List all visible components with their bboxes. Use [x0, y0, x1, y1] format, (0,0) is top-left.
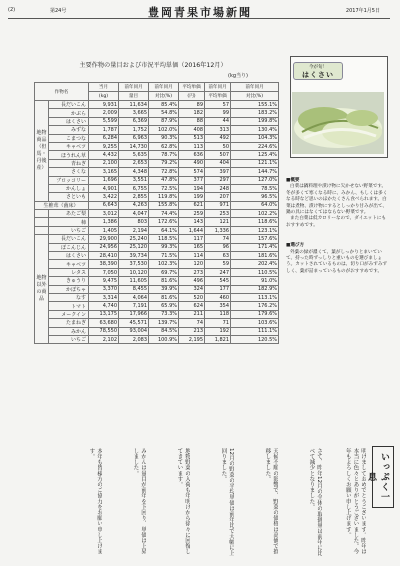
table-cell: 171.4%	[231, 243, 279, 251]
table-cell: 88	[179, 117, 205, 125]
column-header: (kg)	[89, 92, 119, 101]
table-cell: 113	[179, 142, 205, 150]
table-cell: 177	[205, 285, 231, 293]
category-spacer	[35, 218, 49, 226]
table-cell: 10,120	[119, 268, 149, 276]
table-cell: 81.6%	[149, 293, 179, 301]
table-cell: 14,730	[119, 142, 149, 150]
table-cell: 2,195	[179, 335, 205, 343]
table-cell: 3,012	[89, 210, 119, 218]
table-cell: 2,009	[89, 109, 119, 117]
table-cell: 25,240	[119, 235, 149, 243]
table-cell: 182	[179, 109, 205, 117]
table-cell: 39,734	[119, 252, 149, 260]
table-cell: 121.1%	[231, 159, 279, 167]
table-cell: 247	[205, 268, 231, 276]
table-cell: 63	[205, 252, 231, 260]
column-text: みかんは量目が前年を下回り、単価は上昇しました。	[132, 448, 146, 555]
table-cell: 2,855	[119, 193, 149, 201]
table-cell: 194	[179, 184, 205, 192]
table-row	[35, 126, 279, 134]
table-cell: 3,551	[119, 176, 149, 184]
table-cell: 6,284	[89, 134, 119, 142]
article-paragraph: 外葉の緑が濃くて、葉がしっかりとまいていて、持った時ずっしりと重いものを選びましょう。カットされているものは、切り口がみずみずしく、葉が詰まっているものがおすすめです。	[286, 249, 388, 274]
table-cell: 404	[205, 159, 231, 167]
crop-name: かぼちゃ	[49, 285, 89, 293]
table-cell: 207	[205, 193, 231, 201]
table-cell: 119.8%	[149, 193, 179, 201]
article-paragraph: 白菜は鍋料理や漬け物に欠かせない野菜です。冬が多くて寒くなる時に、みかん、もしくは多くなる時など思いのほかたくさん食べられます。白菜は煮物、漬け物にするとしっかり甘みが出て、鍋の具にはなくてはならない野菜です。	[286, 184, 388, 216]
issue-number: 第24号	[50, 8, 67, 14]
table-cell: 507	[205, 151, 231, 159]
table-cell: 3,422	[89, 193, 119, 201]
table-cell: 9,475	[89, 277, 119, 285]
market-table	[34, 82, 279, 344]
seasonal-tag-small: 今が旬！	[309, 65, 327, 70]
table-cell: 139.7%	[149, 319, 179, 327]
table-cell: 121	[205, 218, 231, 226]
table-cell: 102.2%	[231, 210, 279, 218]
table-cell: 74.4%	[149, 210, 179, 218]
table-cell: 65.9%	[149, 302, 179, 310]
crop-name: ぼこんじん	[49, 243, 89, 251]
table-cell: 37,530	[119, 260, 149, 268]
crop-name: きゅうり	[49, 277, 89, 285]
crop-name: 生椎茸（菌床）	[35, 201, 89, 209]
table-cell: 71	[205, 319, 231, 327]
column-header: 対比(%)	[231, 92, 279, 101]
table-cell: 73.3%	[149, 310, 179, 318]
table-cell: 1,752	[119, 126, 149, 134]
table-title: 主要作物の量目および市況平均単価（2016年12月）	[79, 62, 227, 69]
table-cell: 4,348	[119, 168, 149, 176]
crop-name: あたご梨	[49, 210, 89, 218]
crop-name: はくさい	[49, 117, 89, 125]
crop-name: レタス	[49, 268, 89, 276]
table-cell: 3,370	[89, 285, 119, 293]
category-label: 地物以外の商品	[35, 235, 49, 344]
table-cell: 9,931	[89, 101, 119, 109]
table-row	[35, 252, 279, 260]
crop-name: いちご	[49, 226, 89, 234]
table-cell: 4,432	[89, 151, 119, 159]
table-cell: 11,605	[119, 277, 149, 285]
table-cell: 397	[205, 168, 231, 176]
table-cell: 377	[179, 176, 205, 184]
table-row	[35, 142, 279, 150]
table-row	[35, 117, 279, 125]
table-row	[35, 335, 279, 343]
table-cell: 28,410	[89, 252, 119, 260]
table-cell: 113.1%	[231, 293, 279, 301]
crop-name: 青ねぎ	[49, 159, 89, 167]
table-cell: 297	[205, 176, 231, 184]
table-cell: 621	[179, 201, 205, 209]
article-heading-overview: ■概要	[286, 178, 300, 183]
table-cell: 118.6%	[231, 218, 279, 226]
table-cell: 1,386	[89, 218, 119, 226]
column-header: 当月	[89, 83, 119, 92]
column-header: (円)	[179, 92, 205, 101]
table-cell: 69.7%	[149, 268, 179, 276]
column-title: いっぷく一息	[366, 452, 389, 502]
column-header: 前年同月	[231, 83, 279, 92]
table-cell: 120.5%	[231, 335, 279, 343]
table-cell: 3,314	[89, 293, 119, 301]
column-header: 対比(%)	[149, 92, 179, 101]
table-cell: 64.1%	[149, 226, 179, 234]
table-cell: 1,696	[89, 176, 119, 184]
crop-name: さくな	[49, 168, 89, 176]
table-cell: 102.0%	[149, 126, 179, 134]
crop-name: はくさい	[49, 252, 89, 260]
table-cell: 176.2%	[231, 302, 279, 310]
column-header: 前年同月	[205, 83, 231, 92]
table-row	[35, 210, 279, 218]
table-cell: 144.7%	[231, 168, 279, 176]
table-cell: 96	[205, 243, 231, 251]
table-cell: 45,571	[119, 319, 149, 327]
table-cell: 111.1%	[231, 327, 279, 335]
crop-name: 長だいこん	[49, 235, 89, 243]
table-row	[35, 168, 279, 176]
table-cell: 7,191	[119, 302, 149, 310]
table-cell: 971	[205, 201, 231, 209]
table-row	[35, 176, 279, 184]
table-cell: 460	[205, 293, 231, 301]
table-cell: 29,900	[89, 235, 119, 243]
crop-name: キャベツ	[49, 260, 89, 268]
table-cell: 6,963	[119, 134, 149, 142]
table-cell: 408	[179, 126, 205, 134]
issue-date: 2017年1月5日	[345, 8, 380, 14]
table-row	[35, 327, 279, 335]
table-cell: 72.8%	[149, 168, 179, 176]
table-cell: 50	[205, 142, 231, 150]
column-text: 天候不順の影響で、野菜の価格は高値で推移しました。	[264, 448, 278, 555]
crop-name: みかん	[49, 327, 89, 335]
table-cell: 64.0%	[231, 201, 279, 209]
crop-name: さといも	[49, 193, 89, 201]
table-cell: 324	[179, 285, 205, 293]
table-cell: 78.7%	[149, 151, 179, 159]
table-cell: 78.5%	[231, 184, 279, 192]
table-cell: 253	[205, 210, 231, 218]
column-text: 地物野菜の入荷も年明けから徐々に回復してきています。	[176, 448, 190, 555]
table-cell: 118.5%	[149, 235, 179, 243]
table-cell: 213	[179, 327, 205, 335]
table-cell: 520	[179, 293, 205, 301]
table-cell: 624	[179, 302, 205, 310]
table-cell: 87.9%	[149, 117, 179, 125]
table-cell: 490	[179, 159, 205, 167]
table-cell: 181.6%	[231, 252, 279, 260]
table-cell: 803	[119, 218, 149, 226]
table-cell: 110.5%	[231, 268, 279, 276]
table-cell: 182.9%	[231, 285, 279, 293]
crop-name: トマト	[49, 302, 89, 310]
column-header: 前年同月	[119, 83, 149, 92]
table-cell: 155.8%	[149, 201, 179, 209]
table-cell: 157.6%	[231, 235, 279, 243]
column-header: 平均単価	[179, 83, 205, 92]
column-section	[60, 448, 390, 556]
table-cell: 63,680	[89, 319, 119, 327]
table-row	[35, 277, 279, 285]
table-cell: 5,635	[119, 151, 149, 159]
table-cell: 183.2%	[231, 109, 279, 117]
table-cell: 545	[205, 277, 231, 285]
table-cell: 7,050	[89, 268, 119, 276]
table-cell: 4,263	[119, 201, 149, 209]
table-cell: 513	[179, 134, 205, 142]
table-cell: 6,643	[89, 201, 119, 209]
crop-name: かんしょ	[49, 184, 89, 192]
crop-name: こまつな	[49, 134, 89, 142]
table-row	[35, 193, 279, 201]
table-cell: 1,821	[205, 335, 231, 343]
table-cell: 89	[179, 101, 205, 109]
table-cell: 78,550	[89, 327, 119, 335]
seasonal-tag-title: はくさい	[302, 71, 334, 79]
table-row	[35, 218, 279, 226]
table-cell: 313	[205, 126, 231, 134]
table-row	[35, 293, 279, 301]
table-cell: 104.3%	[231, 134, 279, 142]
table-cell: 57	[205, 101, 231, 109]
table-cell: 2,102	[89, 335, 119, 343]
table-row	[35, 285, 279, 293]
table-cell: 47.8%	[149, 176, 179, 184]
table-row	[35, 268, 279, 276]
table-row	[35, 235, 279, 243]
table-cell: 62.8%	[149, 142, 179, 150]
table-row	[35, 151, 279, 159]
column-text: さて、昨年12月の全体の取扱量は前年に比べて減少となりました。	[308, 448, 322, 556]
column-text: 12月の野菜の平均単価は前年比で大幅に上回りました。	[220, 448, 234, 556]
table-cell: 192	[205, 327, 231, 335]
page-number: (2)	[8, 7, 16, 13]
table-cell: 17,966	[119, 310, 149, 318]
column-text: 明けましておめでとうございます。昨年は本当に色々とありがとうございました。今年もよろしくお願い申し上げます。	[344, 448, 366, 555]
table-cell: 8,455	[119, 285, 149, 293]
crop-name: いちご	[49, 335, 89, 343]
table-cell: 39.9%	[149, 285, 179, 293]
table-cell: 636	[179, 151, 205, 159]
napa-cabbage-photo	[292, 92, 384, 154]
table-cell: 24,956	[89, 243, 119, 251]
table-cell: 13,175	[89, 310, 119, 318]
table-cell: 11,634	[119, 101, 149, 109]
table-cell: 202.4%	[231, 260, 279, 268]
table-header-row	[35, 83, 279, 92]
table-cell: 99	[205, 109, 231, 117]
table-cell: 93,004	[119, 327, 149, 335]
table-cell: 179.6%	[231, 310, 279, 318]
table-cell: 3,165	[89, 168, 119, 176]
table-cell: 224.6%	[231, 142, 279, 150]
column-header: 作物名	[35, 83, 89, 101]
table-row	[35, 159, 279, 167]
table-cell: 9,255	[89, 142, 119, 150]
table-cell: 38,390	[89, 260, 119, 268]
table-cell: 96.5%	[231, 193, 279, 201]
table-cell: 90.3%	[149, 134, 179, 142]
crop-name: 長だいこん	[49, 101, 89, 109]
table-cell: 199	[179, 193, 205, 201]
table-row	[35, 226, 279, 234]
table-cell: 2,083	[119, 335, 149, 343]
table-cell: 130.4%	[231, 126, 279, 134]
table-cell: 6,755	[119, 184, 149, 192]
crop-name: キャベツ	[49, 142, 89, 150]
table-cell: 248	[205, 184, 231, 192]
table-cell: 199.8%	[231, 117, 279, 125]
table-cell: 165	[179, 243, 205, 251]
newspaper-title: 豊岡青果市場新聞	[148, 6, 252, 19]
column-header: 前年同月	[149, 83, 179, 92]
crop-name: メークイン	[49, 310, 89, 318]
crop-name: 柿	[49, 218, 89, 226]
crop-name: ブロッコリー	[49, 176, 89, 184]
masthead-rule	[8, 18, 390, 19]
table-cell: 74	[179, 319, 205, 327]
table-cell: 354	[205, 302, 231, 310]
table-row	[35, 302, 279, 310]
table-cell: 155.1%	[231, 101, 279, 109]
column-header: 量目	[119, 92, 149, 101]
table-cell: 74	[205, 235, 231, 243]
table-cell: 91.0%	[231, 277, 279, 285]
table-cell: 4,901	[89, 184, 119, 192]
table-row	[35, 101, 279, 109]
table-cell: 211	[179, 310, 205, 318]
article-paragraph: また白菜は低カロリーなので、ダイエットにもおすすめです。	[286, 216, 387, 228]
table-cell: 5,599	[89, 117, 119, 125]
crop-name: なす	[49, 293, 89, 301]
table-cell: 259	[179, 210, 205, 218]
table-row	[35, 184, 279, 192]
table-cell: 492	[205, 134, 231, 142]
table-row	[35, 260, 279, 268]
table-cell: 2,194	[119, 226, 149, 234]
seasonal-article	[286, 176, 388, 275]
table-cell: 114	[179, 252, 205, 260]
column-header: 平均単価	[205, 92, 231, 101]
table-cell: 4,047	[119, 210, 149, 218]
table-row	[35, 310, 279, 318]
table-cell: 102.3%	[149, 260, 179, 268]
table-cell: 72.5%	[149, 184, 179, 192]
table-cell: 81.6%	[149, 277, 179, 285]
seasonal-tag	[293, 62, 343, 80]
table-cell: 3,665	[119, 109, 149, 117]
table-row	[35, 134, 279, 142]
table-cell: 120	[179, 260, 205, 268]
table-cell: 1,787	[89, 126, 119, 134]
table-cell: 2,100	[89, 159, 119, 167]
table-cell: 496	[179, 277, 205, 285]
table-cell: 172.6%	[149, 218, 179, 226]
article-heading-choosing: ■選び方	[286, 243, 305, 249]
table-cell: 574	[179, 168, 205, 176]
crop-name: ほうれん草	[49, 151, 89, 159]
table-cell: 6,369	[119, 117, 149, 125]
table-cell: 273	[179, 268, 205, 276]
table-cell: 123.1%	[231, 226, 279, 234]
table-cell: 103.6%	[231, 319, 279, 327]
table-cell: 59	[205, 260, 231, 268]
table-cell: 1,405	[89, 226, 119, 234]
table-unit: (kg当り)	[228, 73, 248, 79]
masthead	[0, 0, 400, 20]
table-cell: 54.8%	[149, 109, 179, 117]
category-spacer	[35, 226, 49, 234]
crop-name: みずな	[49, 126, 89, 134]
table-cell: 84.5%	[149, 327, 179, 335]
table-cell: 4,064	[119, 293, 149, 301]
table-row	[35, 319, 279, 327]
category-label: 地物商品（但馬・丹後産）	[35, 101, 49, 202]
table-cell: 1,336	[205, 226, 231, 234]
column-text: 本年も皆様方のご協力をお願い申し上げます。	[88, 448, 102, 555]
table-cell: 117	[179, 235, 205, 243]
table-cell: 79.2%	[149, 159, 179, 167]
crop-name: かぶら	[49, 109, 89, 117]
table-cell: 4,740	[89, 302, 119, 310]
table-row	[35, 109, 279, 117]
table-cell: 1,644	[179, 226, 205, 234]
table-row	[35, 201, 279, 209]
table-cell: 118	[205, 310, 231, 318]
crop-name: たまねぎ	[49, 319, 89, 327]
table-cell: 143	[179, 218, 205, 226]
table-cell: 85.4%	[149, 101, 179, 109]
table-cell: 127.0%	[231, 176, 279, 184]
table-cell: 71.5%	[149, 252, 179, 260]
category-spacer	[35, 210, 49, 218]
table-cell: 125.4%	[231, 151, 279, 159]
table-row	[35, 243, 279, 251]
table-cell: 25,120	[119, 243, 149, 251]
table-cell: 100.9%	[149, 335, 179, 343]
table-cell: 99.3%	[149, 243, 179, 251]
table-cell: 44	[205, 117, 231, 125]
table-cell: 2,653	[119, 159, 149, 167]
